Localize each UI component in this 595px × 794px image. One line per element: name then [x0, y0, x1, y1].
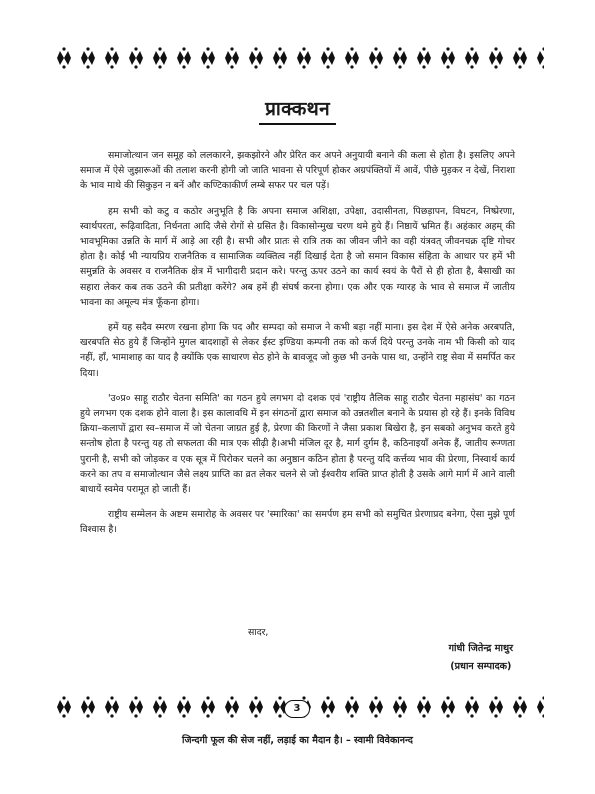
- signature-block: [449, 640, 513, 676]
- signatory-role: (प्रधान सम्पादक): [450, 661, 512, 672]
- body-text: [80, 148, 515, 548]
- paragraph-5: राष्ट्रीय सम्मेलन के अष्टम समारोह के अवसर पर 'स्मारिका' का समर्पण हम सभी को समुचित प्रेरणाप्रद बनेगा, ऐसा मुझे पूर्ण विश्वास है।: [80, 509, 515, 536]
- paragraph-4: 'उ०प्र० साहू राठौर चेतना समिति' का गठन हुये लगभग दो दशक एवं 'राष्ट्रीय तैलिक साहू राठौर चेतना महासंघ' का गठन हुये लगभग एक दशक होने वाला है। इस कालावधि में इन संगठनों द्वारा समाज को उन्नतशील बनाने के प्रयास हो रहे हैं। इनके विविध क्रिया–कलापों द्वारा स्व–समाज में जो चेतना जाग्रत हुई है, प्रेरणा की किरणों ने जैसा प्रकाश बिखेरा है, इन सबको अनुभव करते हुये सन्तोष होता है परन्तु यह तो सफलता की मात्र एक सीढ़ी है।अभी मंजिल दूर है, मार्ग दुर्गम है, कठिनाइयाँ अनेक हैं, जातीय रूग्णता पुरानी है, सभी को जोड़कर व एक सूत्र में पिरोकर चलने का अनुष्ठान कठिन होता है परन्तु यदि कर्त्तव्य भाव की प्रेरणा, निस्वार्थ कार्य करने का तप व समाजोत्थान जैसे लक्ष्य प्राप्ति का व्रत लेकर चलने से जो ईश्वरीय शक्ति प्राप्त होती है उसके आगे मार्ग में आने वाली बाधायें स्वमेव परामूत हो जाती हैं।: [80, 392, 515, 496]
- salutation: सादर,: [248, 627, 269, 638]
- paragraph-3: हमें यह सदैव स्मरण रखना होगा कि पद और सम्पदा को समाज ने कभी बड़ा नहीं माना। इस देश में ऐसे अनेक अरबपति, खरबपति सेठ हुये हैं जिन्होंने मुगल बादशाहों से लेकर ईस्ट इण्डिया कम्पनी तक को कर्ज दिये परन्तु उनके नाम भी किसी को याद नहीं, हाँ, भामाशाह का याद है क्योंकि एक साधारण सेठ होने के बावजूद जो कुछ भी उनके पास था, उन्होंने राष्ट्र सेवा में समर्पित कर दिया।: [80, 322, 515, 379]
- paragraph-2: हम सभी को कटु व कठोर अनुभूति है कि अपना समाज अशिक्षा, उपेक्षा, उदासीनता, पिछड़ापन, विघटन, निष्प्रेरणा, स्वार्थपरता, रूढ़िवादिता, निर्धनता आदि जैसे रोगों से ग्रसित है। विकासोन्मुख चरण थमे हुये हैं। निष्ठायें भ्रमित हैं। अहंकार अहम् की भावभूमिका उन्नति के मार्ग में आड़े आ रही है। सभी और प्रातः से रात्रि तक का जीवन जीने का वही यंत्रवत् जीवनचक्र दृष्टि गोचर होता है। कोई भी न्यायप्रिय राजनैतिक व सामाजिक व्यक्तित्व नहीं दिखाई देता है जो समान विकास संहिता के आधार पर हमें भी समुन्नति के अवसर व राजनैतिक क्षेत्र में भागीदारी प्रदान करे। परन्तु ऊपर उठने का कार्य स्वयं के पैरों से ही होता है, बैसाखी का सहारा लेकर कब तक उठने की प्रतीक्षा करेंगे? अब हमें ही संघर्ष करना होगा। एक और एक ग्यारह के भाव से समाज में जातीय भावना का अमूल्य मंत्र फूँकना होगा।: [80, 205, 515, 308]
- page-title: प्राक्कथन: [259, 95, 336, 125]
- title-container: [0, 95, 595, 125]
- page-number: 3: [284, 700, 310, 718]
- footer-quote: जिन्दगी फूल की सेज नहीं, लड़ाई का मैदान है। – स्वामी विवेकानन्द: [182, 735, 413, 746]
- top-ornamental-border: [52, 45, 544, 71]
- signatory-name: गांधी जितेन्द्र माथुर: [448, 643, 513, 654]
- ornament-pattern-top: [52, 45, 544, 71]
- paragraph-1: समाजोत्थान जन समूह को ललकारने, झकझोरने और प्रेरित कर अपने अनुयायी बनाने की कला से होता है। इसलिए अपने समाज में ऐसे जुझारूओं की तलाश करनी होगी जो जाति भावना से परिपूर्ण होकर अग्रपंक्तियों में आवें, पीछे मुड़कर न देखें, निराशा के भाव माथे की सिकुड़न न बनें और कण्टिकाकीर्ण लम्बे सफर पर चल पड़ें।: [80, 150, 515, 192]
